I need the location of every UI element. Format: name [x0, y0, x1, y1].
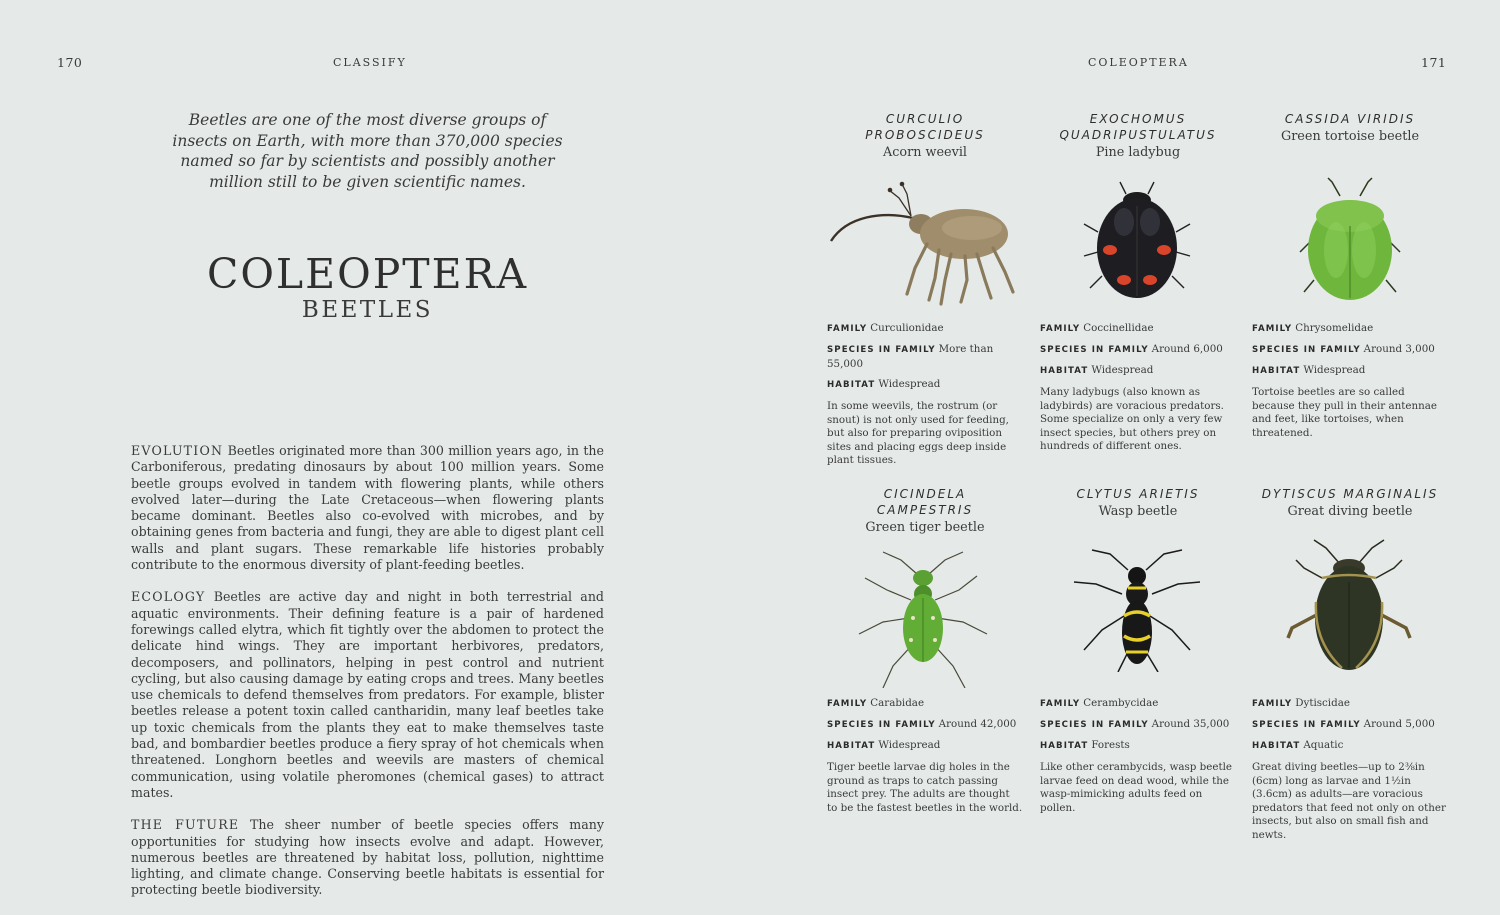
- species-description: In some weevils, the rostrum (or snout) is not only used for feeding, but also for preparing oviposition sites and placing eggs deep inside plant tissues.: [827, 400, 1009, 467]
- scientific-name: CICINDELA CAMPESTRIS: [876, 487, 974, 517]
- intro-text: Beetles are one of the most diverse groups of insects on Earth, with more than 370,000 species named so far by scientists and possibly another million still to be given scientific names.: [172, 111, 563, 191]
- scientific-name: EXOCHOMUS QUADRIPUSTULATUS: [1059, 112, 1217, 142]
- page-title: COLEOPTERA: [206, 250, 529, 298]
- page-subtitle: BEETLES: [301, 297, 434, 323]
- ladybug-image: [1040, 176, 1236, 316]
- species-card: [827, 486, 1023, 814]
- section-text: Beetles originated more than 300 million years ago, in the Carboniferous, predating dinosaurs by about 100 million years. Some beetle groups evolved in tandem with flowering plants, while others evolved later—during the Late Cretaceous—when flowering plants became dominant. Beetles also co-evolved with microbes, and by obtaining genes from bacteria and fungi, they are able to digest plant cell walls and plant sugars. These remarkable life histories probably contribute to the enormous diversity of plant-feeding beetles.: [131, 443, 604, 573]
- species-facts: FAMILY Carabidae SPECIES IN FAMILY Around 42,000 HABITAT Widespread Tiger beetle larvae dig holes in the ground as traps to catch passing insect prey. The adults are thought to be the fastest beetles in the world.: [827, 697, 1023, 814]
- family-value: Coccinellidae: [1083, 322, 1154, 334]
- species-description: Tortoise beetles are so called because they pull in their antennae and feet, like tortoises, when threatened.: [1252, 386, 1437, 439]
- species-count-value: More than 55,000: [827, 343, 994, 370]
- tiger-beetle-image: [827, 548, 1023, 688]
- species-facts: FAMILY Dytiscidae SPECIES IN FAMILY Around 5,000 HABITAT Aquatic Great diving beetles—up to 2⅜in (6cm) long as larvae and 1½in (3.6cm) as adults—are voracious predators that feed not only on other insects, but also on small fish and newts.: [1252, 696, 1448, 843]
- scientific-name: DYTISCUS MARGINALIS: [1261, 487, 1439, 501]
- family-value: Chrysomelidae: [1295, 322, 1374, 334]
- common-name: Green tiger beetle: [865, 520, 985, 535]
- section-future: [131, 817, 604, 898]
- section-ecology: [131, 589, 604, 801]
- scientific-name: CURCULIO PROBOSCIDEUS: [865, 112, 985, 142]
- family-value: Dytiscidae: [1295, 697, 1350, 709]
- habitat-value: Widespread: [878, 378, 941, 390]
- habitat-value: Widespread: [878, 739, 941, 751]
- scientific-name: CLYTUS ARIETIS: [1076, 487, 1200, 501]
- tortoise-beetle-image: [1252, 160, 1448, 300]
- common-name: Great diving beetle: [1287, 504, 1413, 519]
- species-description: Great diving beetles—up to 2⅜in (6cm) long as larvae and 1½in (3.6cm) as adults—are voracious predators that feed not only on other insects, but also on small fish and newts.: [1252, 761, 1446, 841]
- family-value: Carabidae: [870, 697, 925, 709]
- species-description: Tiger beetle larvae dig holes in the ground as traps to catch passing insect prey. The adults are thought to be the fastest beetles in the world.: [827, 761, 1023, 814]
- species-card: [1040, 486, 1236, 814]
- common-name: Acorn weevil: [882, 145, 968, 160]
- left-running-head: CLASSIFY: [333, 56, 407, 69]
- body-text: [131, 443, 604, 915]
- scientific-name: CASSIDA VIRIDIS: [1284, 112, 1416, 126]
- species-facts: FAMILY Curculionidae SPECIES IN FAMILY More than 55,000 HABITAT Widespread In some weevils, the rostrum (or snout) is not only used for feeding, but also for preparing oviposition sites and placing eggs deep inside plant tissues.: [827, 321, 1023, 468]
- species-count-value: Around 5,000: [1363, 718, 1435, 730]
- left-page-number: 170: [57, 55, 83, 70]
- species-card: [827, 111, 1023, 467]
- species-facts: FAMILY Coccinellidae SPECIES IN FAMILY Around 6,000 HABITAT Widespread Many ladybugs (also known as ladybirds) are voracious predators. Some specialize on only a very few insect species, but others prey on hundreds of different ones.: [1040, 321, 1236, 454]
- species-card: [1252, 486, 1448, 841]
- species-facts: FAMILY Chrysomelidae SPECIES IN FAMILY Around 3,000 HABITAT Widespread Tortoise beetles are so called because they pull in their antennae and feet, like tortoises, when threatened.: [1252, 321, 1448, 440]
- common-name: Wasp beetle: [1098, 504, 1178, 519]
- section-text: Beetles are active day and night in both terrestrial and aquatic environments. Their defining feature is a pair of hardened forewings called elytra, which fit tightly over the abdomen to protect the delicate hind wings. They are important herbivores, predators, decomposers, and pollinators, helping in pest control and nutrient cycling, but also causing damage by eating crops and trees. Many beetles use chemicals to defend themselves from predators. For example, blister beetles release a potent toxin called cantharidin, many leaf beetles take up toxic chemicals from the plants they eat to make themselves taste bad, and bombardier beetles produce a fiery spray of hot chemicals when threatened. Longhorn beetles and weevils are masters of chemical communication, using volatile pheromones (chemical gases) to attract mates.: [131, 589, 604, 800]
- species-facts: FAMILY Cerambycidae SPECIES IN FAMILY Around 35,000 HABITAT Forests Like other cerambycids, wasp beetle larvae feed on dead wood, while the wasp-mimicking adults feed on pollen.: [1040, 696, 1236, 815]
- species-description: Like other cerambycids, wasp beetle larvae feed on dead wood, while the wasp-mimicking adults feed on pollen.: [1040, 761, 1232, 814]
- common-name: Pine ladybug: [1095, 145, 1181, 160]
- species-count-value: Around 35,000: [1151, 718, 1230, 730]
- family-value: Cerambycidae: [1083, 697, 1159, 709]
- section-evolution: [131, 443, 604, 573]
- habitat-value: Aquatic: [1303, 739, 1344, 751]
- section-heading: ECOLOGY: [131, 589, 206, 605]
- habitat-value: Widespread: [1303, 364, 1366, 376]
- section-heading: THE FUTURE: [131, 817, 240, 833]
- family-value: Curculionidae: [870, 322, 944, 334]
- section-text: The sheer number of beetle species offers many opportunities for studying how insects evolve and adapt. However, numerous beetles are threatened by habitat loss, pollution, nighttime lighting, and climate change. Conserving beetle habitats is essential for protecting beetle biodiversity.: [131, 817, 604, 898]
- species-count-value: Around 3,000: [1363, 343, 1435, 355]
- wasp-beetle-image: [1040, 532, 1236, 672]
- species-count-value: Around 6,000: [1151, 343, 1223, 355]
- species-card: [1252, 111, 1448, 439]
- right-running-head: COLEOPTERA: [1088, 56, 1189, 69]
- diving-beetle-image: [1252, 532, 1448, 672]
- habitat-value: Forests: [1091, 739, 1130, 751]
- habitat-value: Widespread: [1091, 364, 1154, 376]
- section-heading: EVOLUTION: [131, 443, 224, 458]
- species-description: Many ladybugs (also known as ladybirds) are voracious predators. Some specialize on only a very few insect species, but others prey on hundreds of different ones.: [1040, 386, 1224, 453]
- right-page-number: 171: [1421, 55, 1447, 70]
- species-count-value: Around 42,000: [938, 718, 1017, 730]
- common-name: Green tortoise beetle: [1280, 129, 1420, 144]
- weevil-image: [827, 176, 1023, 316]
- species-card: [1040, 111, 1236, 453]
